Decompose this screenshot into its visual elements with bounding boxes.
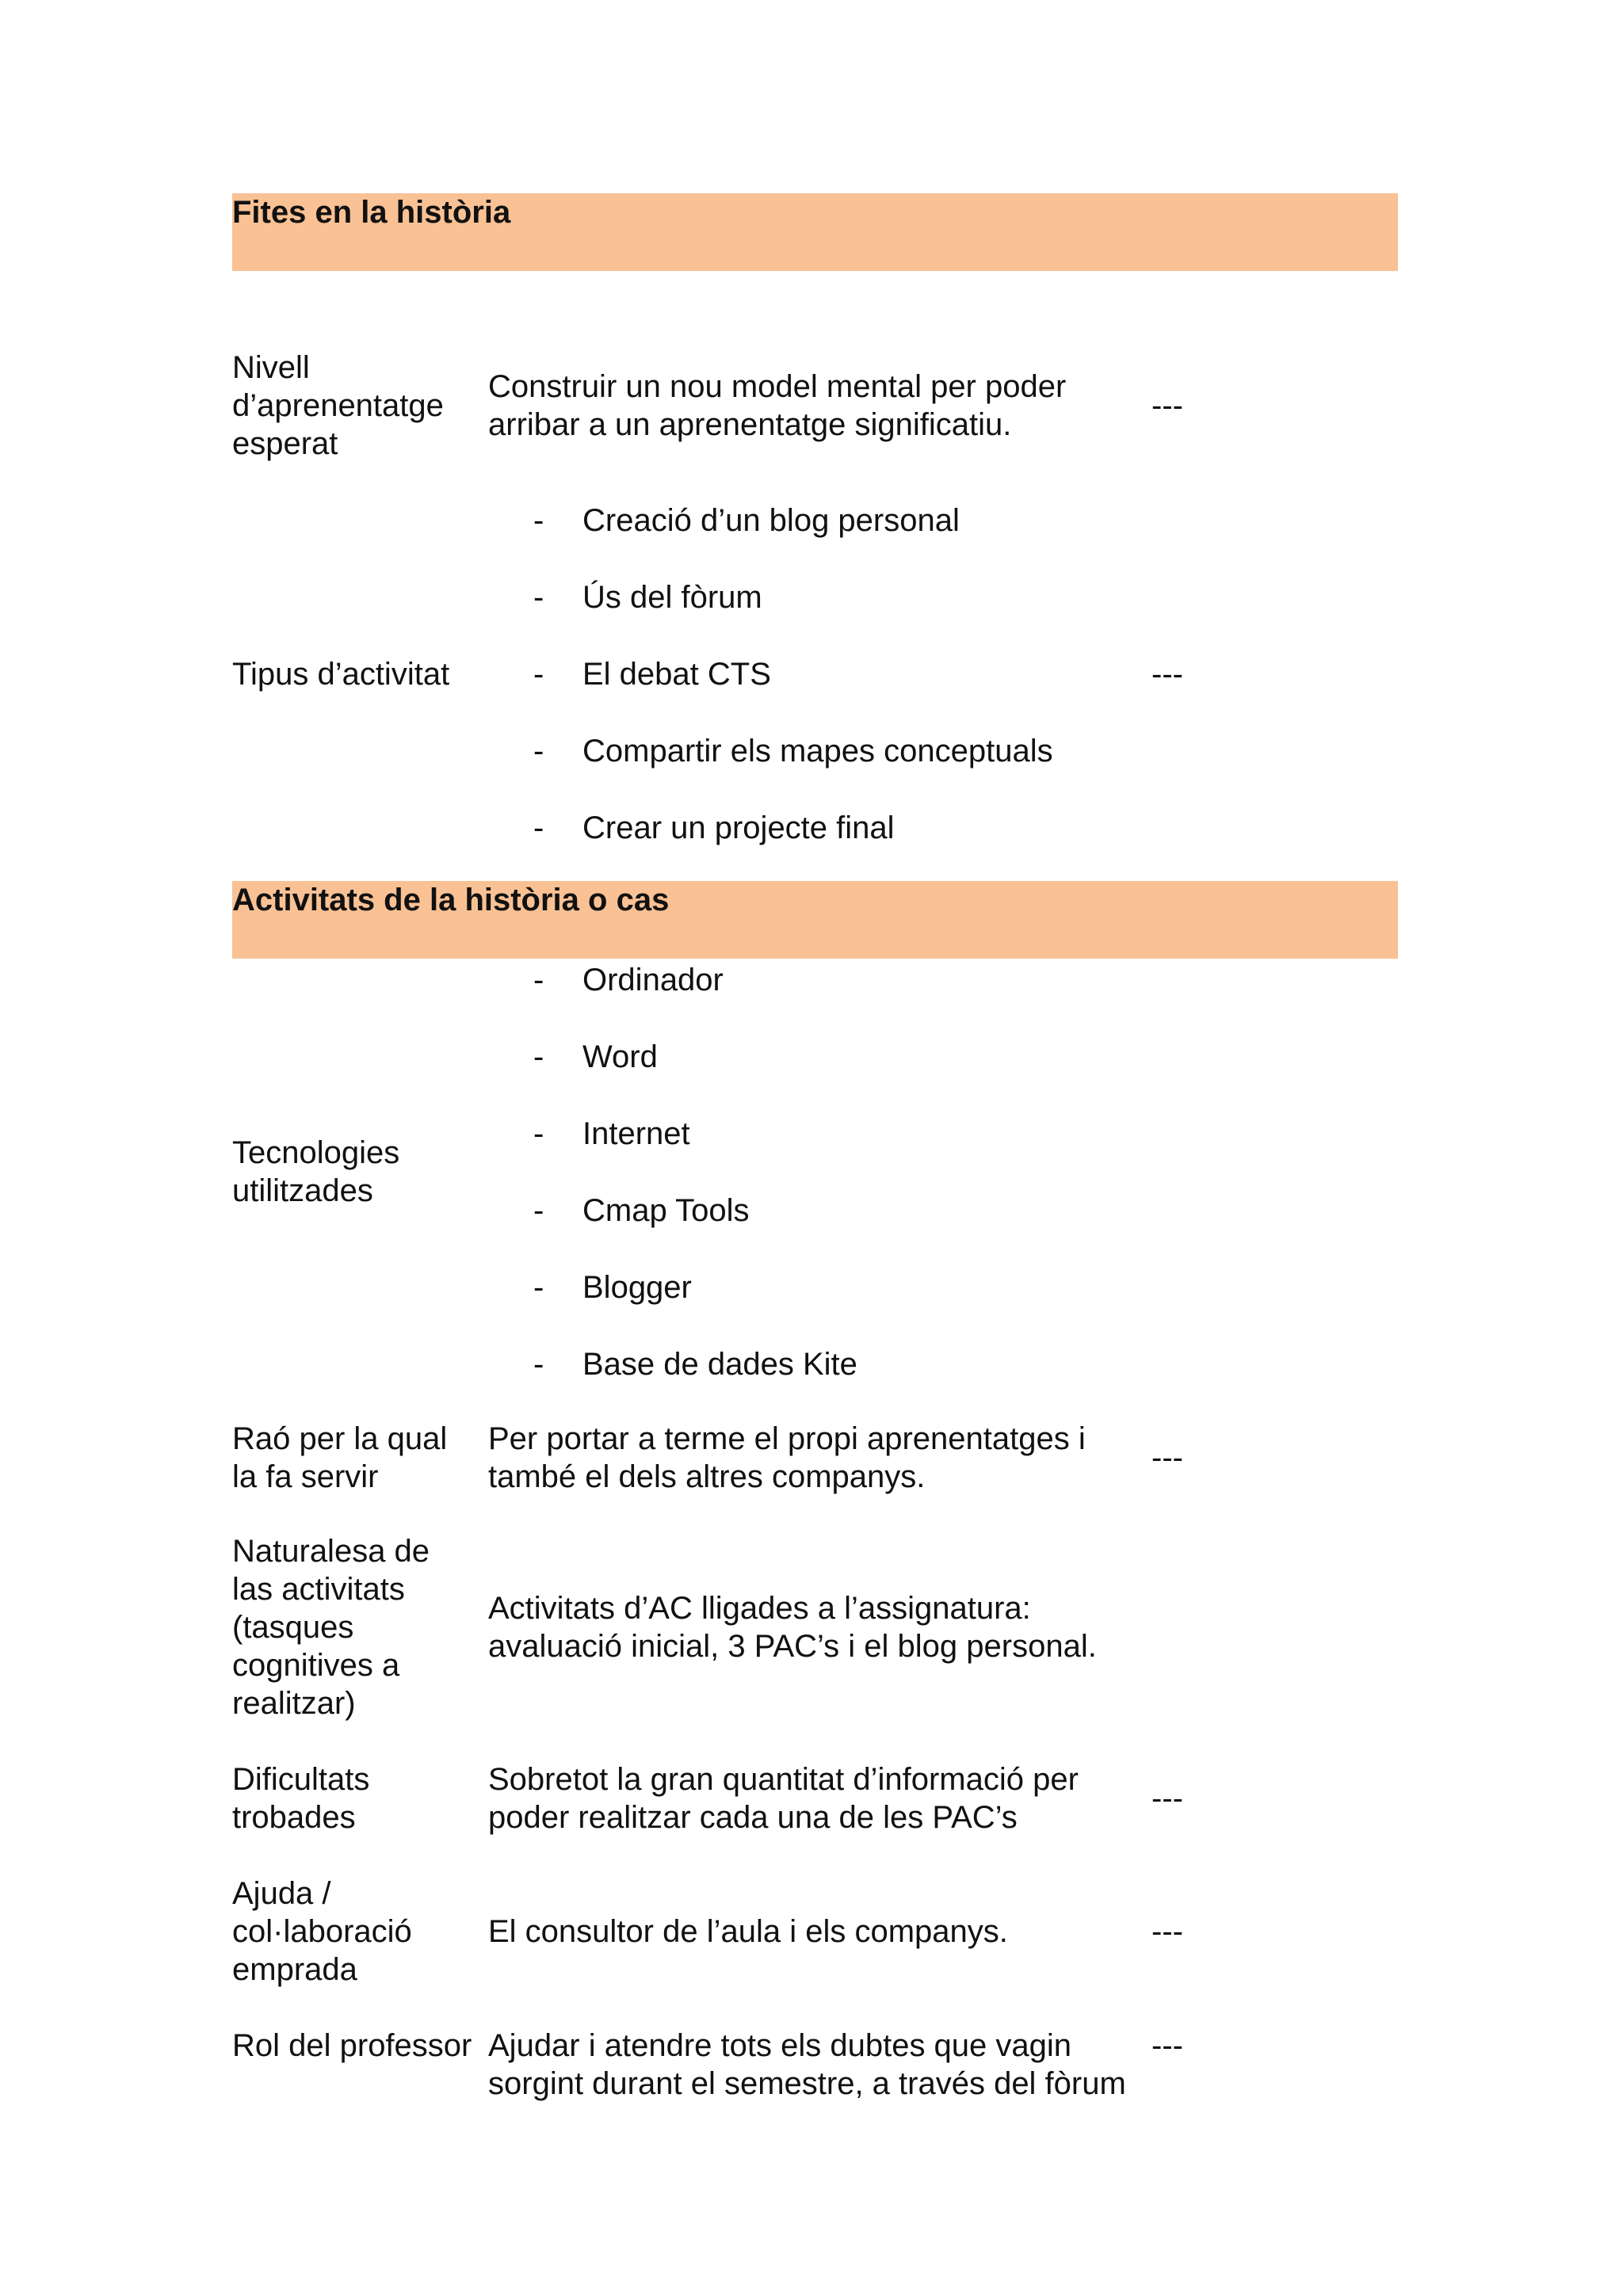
row-value-line: arribar a un aprenentatge significatiu. <box>488 407 1012 442</box>
row-mark: --- <box>1151 2028 1183 2063</box>
dash-bullet: - <box>533 1270 544 1305</box>
row-mark: --- <box>1151 1781 1183 1816</box>
section-title-activitats: Activitats de la història o cas <box>232 883 670 917</box>
row-value-line: poder realitzar cada una de les PAC’s <box>488 1800 1018 1835</box>
row-mark: --- <box>1151 1914 1183 1949</box>
row-value-line: sorgint durant el semestre, a través del fòrum <box>488 2066 1126 2101</box>
row-label-line: col·laboració <box>232 1914 412 1949</box>
row-label-line: realitzar) <box>232 1686 356 1721</box>
row-value-line: també el dels altres companys. <box>488 1459 926 1494</box>
list-item-text: Creació d’un blog personal <box>582 503 960 538</box>
dash-bullet: - <box>533 1116 544 1151</box>
row-label-line: d’aprenentatge <box>232 388 444 423</box>
row-label-line: Ajuda / <box>232 1876 331 1911</box>
dash-bullet: - <box>533 810 544 845</box>
row-label-line: Nivell <box>232 350 310 385</box>
row-label-line: Tipus d’activitat <box>232 657 450 692</box>
dash-bullet: - <box>533 503 544 538</box>
row-value-line: Sobretot la gran quantitat d’informació per <box>488 1762 1079 1797</box>
row-label-line: Rol del professor <box>232 2028 472 2063</box>
dash-bullet: - <box>533 1039 544 1074</box>
list-item-text: El debat CTS <box>582 657 771 692</box>
row-label-line: trobades <box>232 1800 356 1835</box>
list-item-text: Compartir els mapes conceptuals <box>582 734 1053 769</box>
row-label-line: esperat <box>232 426 338 461</box>
row-label-line: emprada <box>232 1952 357 1987</box>
row-label-line: utilitzades <box>232 1173 373 1208</box>
row-value-line: Construir un nou model mental per poder <box>488 369 1067 404</box>
row-label-line: la fa servir <box>232 1459 379 1494</box>
dash-bullet: - <box>533 657 544 692</box>
row-label-line: Dificultats <box>232 1762 370 1797</box>
row-mark: --- <box>1151 657 1183 692</box>
list-item-text: Base de dades Kite <box>582 1347 857 1382</box>
dash-bullet: - <box>533 580 544 615</box>
list-item-text: Cmap Tools <box>582 1193 750 1228</box>
row-value-line: El consultor de l’aula i els companys. <box>488 1914 1008 1949</box>
row-label-line: (tasques <box>232 1610 354 1645</box>
list-item-text: Word <box>582 1039 658 1074</box>
list-item-text: Ordinador <box>582 963 724 997</box>
row-label-line: Raó per la qual <box>232 1421 448 1456</box>
row-label-line: Naturalesa de <box>232 1534 430 1569</box>
row-value-line: Activitats d’AC lligades a l’assignatura: <box>488 1591 1031 1626</box>
row-mark: --- <box>1151 388 1183 423</box>
row-label-line: Tecnologies <box>232 1135 400 1170</box>
section-title-fites: Fites en la història <box>232 195 511 230</box>
dash-bullet: - <box>533 1347 544 1382</box>
dash-bullet: - <box>533 734 544 769</box>
list-item-text: Crear un projecte final <box>582 810 895 845</box>
dash-bullet: - <box>533 1193 544 1228</box>
list-item-text: Ús del fòrum <box>582 580 762 615</box>
row-value-line: avaluació inicial, 3 PAC’s i el blog personal. <box>488 1629 1097 1664</box>
row-value-line: Per portar a terme el propi aprenentatges i <box>488 1421 1086 1456</box>
list-item-text: Internet <box>582 1116 690 1151</box>
row-label-line: cognitives a <box>232 1648 400 1683</box>
row-mark: --- <box>1151 1440 1183 1475</box>
list-item-text: Blogger <box>582 1270 692 1305</box>
dash-bullet: - <box>533 963 544 997</box>
row-value-line: Ajudar i atendre tots els dubtes que vagin <box>488 2028 1072 2063</box>
row-label-line: las activitats <box>232 1572 405 1607</box>
